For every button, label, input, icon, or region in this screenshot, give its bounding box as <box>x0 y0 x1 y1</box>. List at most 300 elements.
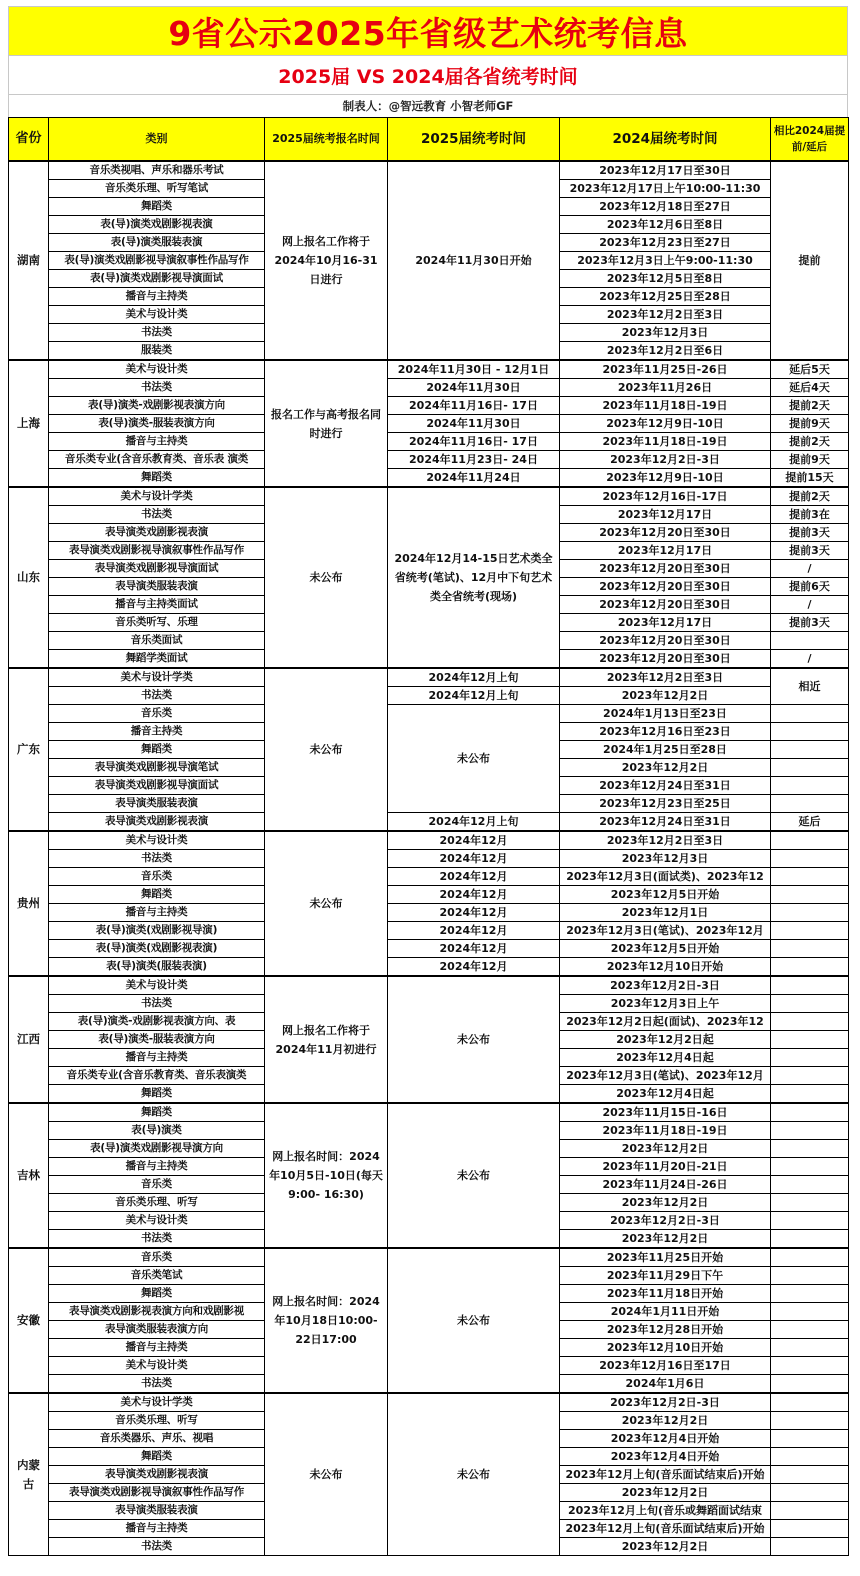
category-cell: 美术与设计类 <box>49 1357 265 1375</box>
province-group <box>9 1393 849 1556</box>
category-cell: 书法类 <box>49 1538 265 1556</box>
registration-cell: 报名工作与高考报名同时进行 <box>265 360 388 487</box>
exam-2024-cell: 2023年12月2日 <box>560 687 771 705</box>
category-cell: 书法类 <box>49 379 265 397</box>
category-cell: 书法类 <box>49 506 265 524</box>
exam-2024-cell: 2023年12月24日至31日 <box>560 813 771 832</box>
compare-cell: 延后4天 <box>771 379 849 397</box>
compare-cell: 延后5天 <box>771 360 849 379</box>
table-row <box>9 976 849 995</box>
compare-cell <box>771 1339 849 1357</box>
province-group <box>9 360 849 487</box>
registration-cell: 未公布 <box>265 668 388 831</box>
compare-cell: 延后 <box>771 813 849 832</box>
compare-cell <box>771 940 849 958</box>
exam-2024-cell: 2023年12月16日-17日 <box>560 487 771 506</box>
exam-2025-cell: 2024年12月 <box>388 904 560 922</box>
exam-2024-cell: 2023年12月4日开始 <box>560 1448 771 1466</box>
exam-2025-cell: 2024年11月23日- 24日 <box>388 451 560 469</box>
exam-2025-cell: 未公布 <box>388 976 560 1103</box>
compare-cell: 提前3天 <box>771 524 849 542</box>
exam-2025-cell: 未公布 <box>388 1103 560 1248</box>
category-cell: 表(导)演类戏剧影视导演方向 <box>49 1140 265 1158</box>
compare-cell <box>771 1085 849 1104</box>
category-cell: 表(导)演类服装表演 <box>49 234 265 252</box>
table-row <box>9 1103 849 1122</box>
compare-cell: 提前2天 <box>771 487 849 506</box>
compare-cell <box>771 868 849 886</box>
compare-cell <box>771 632 849 650</box>
category-cell: 表(导)演类-服装表演方向 <box>49 415 265 433</box>
compare-cell <box>771 1430 849 1448</box>
compare-cell <box>771 995 849 1013</box>
category-cell: 服装类 <box>49 342 265 361</box>
category-cell: 美术与设计学类 <box>49 668 265 687</box>
exam-2024-cell: 2023年12月28日开始 <box>560 1321 771 1339</box>
category-cell: 表(导)演类(戏剧影视导演) <box>49 922 265 940</box>
compare-cell <box>771 1122 849 1140</box>
compare-cell <box>771 1502 849 1520</box>
category-cell: 表(导)演类戏剧影视表演 <box>49 216 265 234</box>
exam-2024-cell: 2023年12月23日至27日 <box>560 234 771 252</box>
compare-cell <box>771 1140 849 1158</box>
exam-2024-cell: 2023年11月25日开始 <box>560 1248 771 1267</box>
category-cell: 表导演类戏剧影视导演面试 <box>49 560 265 578</box>
exam-2025-cell: 未公布 <box>388 705 560 813</box>
exam-2025-cell: 2024年12月 <box>388 886 560 904</box>
compare-cell <box>771 723 849 741</box>
exam-2024-cell: 2023年12月20日至30日 <box>560 524 771 542</box>
compare-cell <box>771 1303 849 1321</box>
registration-cell: 网上报名工作将于2024年11月初进行 <box>265 976 388 1103</box>
category-cell: 播音与主持类 <box>49 904 265 922</box>
province-cell: 贵州 <box>9 831 49 976</box>
exam-2024-cell: 2023年12月2日-3日 <box>560 451 771 469</box>
exam-2024-cell: 2023年12月16日至23日 <box>560 723 771 741</box>
exam-2024-cell: 2023年12月3日 <box>560 324 771 342</box>
table-row <box>9 161 849 180</box>
compare-cell <box>771 1013 849 1031</box>
compare-cell: / <box>771 560 849 578</box>
compare-cell: 提前9天 <box>771 415 849 433</box>
category-cell: 舞蹈类 <box>49 741 265 759</box>
category-cell: 表(导)演类-服装表演方向 <box>49 1031 265 1049</box>
compare-cell <box>771 1194 849 1212</box>
exam-2025-cell: 2024年11月30日 <box>388 415 560 433</box>
category-cell: 音乐类 <box>49 1248 265 1267</box>
table-row <box>9 1393 849 1412</box>
category-cell: 书法类 <box>49 995 265 1013</box>
exam-2024-cell: 2023年12月2日-3日 <box>560 1212 771 1230</box>
exam-2024-cell: 2023年12月3日(笔试)、2023年12月 <box>560 922 771 940</box>
exam-2024-cell: 2023年12月9日-10日 <box>560 415 771 433</box>
category-cell: 舞蹈学类面试 <box>49 650 265 669</box>
exam-2024-cell: 2023年12月17日 <box>560 542 771 560</box>
province-cell: 吉林 <box>9 1103 49 1248</box>
province-group <box>9 831 849 976</box>
category-cell: 播音与主持类面试 <box>49 596 265 614</box>
category-cell: 表(导)演类(服装表演) <box>49 958 265 977</box>
maker-credit: 制表人：@智远教育 小智老师GF <box>8 95 848 117</box>
exam-2024-cell: 2024年1月25日至28日 <box>560 741 771 759</box>
exam-2025-cell: 2024年11月30日开始 <box>388 161 560 360</box>
category-cell: 表(导)演类戏剧影视导演叙事性作品写作 <box>49 252 265 270</box>
category-cell: 表导演类戏剧影视导演面试 <box>49 777 265 795</box>
category-cell: 美术与设计类 <box>49 976 265 995</box>
exam-2024-cell: 2023年12月17日至30日 <box>560 161 771 180</box>
exam-2024-cell: 2023年12月上旬(音乐面试结束后)开始 <box>560 1466 771 1484</box>
compare-cell <box>771 777 849 795</box>
province-cell: 广东 <box>9 668 49 831</box>
compare-cell <box>771 1248 849 1267</box>
exam-2024-cell: 2023年12月25日至28日 <box>560 288 771 306</box>
exam-2024-cell: 2023年12月20日至30日 <box>560 632 771 650</box>
province-cell: 内蒙古 <box>9 1393 49 1556</box>
table-row <box>9 813 849 832</box>
compare-cell <box>771 886 849 904</box>
category-cell: 表(导)演类-戏剧影视表演方向 <box>49 397 265 415</box>
registration-cell: 网上报名时间：2024年10月18日10:00-22日17:00 <box>265 1248 388 1393</box>
province-cell: 山东 <box>9 487 49 668</box>
compare-cell <box>771 1031 849 1049</box>
exam-2024-cell: 2023年11月18日-19日 <box>560 433 771 451</box>
category-cell: 舞蹈类 <box>49 1085 265 1104</box>
province-group <box>9 668 849 831</box>
compare-cell: 提前3天 <box>771 542 849 560</box>
exam-2024-cell: 2023年11月18日-19日 <box>560 397 771 415</box>
exam-2025-cell: 2024年12月14-15日艺术类全省统考(笔试)、12月中下旬艺术类全省统考(现场) <box>388 487 560 668</box>
table-row <box>9 687 849 705</box>
page-subtitle: 2025届 VS 2024届各省统考时间 <box>8 56 848 95</box>
exam-2024-cell: 2023年12月20日至30日 <box>560 578 771 596</box>
compare-cell <box>771 1321 849 1339</box>
table-row <box>9 922 849 940</box>
exam-2024-cell: 2023年11月15日-16日 <box>560 1103 771 1122</box>
exam-2024-cell: 2023年12月10日开始 <box>560 1339 771 1357</box>
province-cell: 安徽 <box>9 1248 49 1393</box>
compare-cell: 提前2天 <box>771 433 849 451</box>
compare-cell <box>771 922 849 940</box>
table-row <box>9 379 849 397</box>
category-cell: 美术与设计学类 <box>49 1393 265 1412</box>
compare-cell: 相近 <box>771 668 849 705</box>
compare-cell <box>771 1520 849 1538</box>
exam-2024-cell: 2023年12月3日(笔试)、2023年12月 <box>560 1067 771 1085</box>
exam-2024-cell: 2023年12月5日至8日 <box>560 270 771 288</box>
exam-2024-cell: 2023年12月9日-10日 <box>560 469 771 488</box>
exam-2024-cell: 2023年12月24日至31日 <box>560 777 771 795</box>
compare-cell <box>771 1176 849 1194</box>
table-row <box>9 469 849 488</box>
category-cell: 音乐类笔试 <box>49 1267 265 1285</box>
exam-2024-cell: 2023年12月20日至30日 <box>560 560 771 578</box>
registration-cell: 未公布 <box>265 487 388 668</box>
table-row <box>9 451 849 469</box>
table-row <box>9 1248 849 1267</box>
category-cell: 表导演类戏剧影视导演叙事性作品写作 <box>49 542 265 560</box>
table-row <box>9 958 849 977</box>
table-row <box>9 850 849 868</box>
exam-2025-cell: 2024年12月上旬 <box>388 687 560 705</box>
category-cell: 表导演类服装表演方向 <box>49 1321 265 1339</box>
exam-2025-cell: 未公布 <box>388 1393 560 1556</box>
compare-cell <box>771 1103 849 1122</box>
compare-cell: 提前3在 <box>771 506 849 524</box>
table-row <box>9 360 849 379</box>
category-cell: 美术与设计学类 <box>49 487 265 506</box>
compare-cell: 提前3天 <box>771 614 849 632</box>
exam-2024-cell: 2023年12月上旬(音乐或舞蹈面试结束 <box>560 1502 771 1520</box>
compare-cell <box>771 705 849 723</box>
compare-cell <box>771 1466 849 1484</box>
header-exam-2024: 2024届统考时间 <box>560 118 771 162</box>
category-cell: 音乐类器乐、声乐、视唱 <box>49 1430 265 1448</box>
exam-2025-cell: 2024年11月30日 - 12月1日 <box>388 360 560 379</box>
exam-2024-cell: 2023年12月17日 <box>560 614 771 632</box>
category-cell: 表导演类服装表演 <box>49 795 265 813</box>
compare-cell <box>771 1212 849 1230</box>
category-cell: 音乐类 <box>49 868 265 886</box>
exam-2024-cell: 2023年12月17日 <box>560 506 771 524</box>
category-cell: 表导演类戏剧影视表演 <box>49 524 265 542</box>
compare-cell <box>771 1158 849 1176</box>
compare-cell <box>771 759 849 777</box>
exam-2025-cell: 2024年12月 <box>388 940 560 958</box>
registration-cell: 未公布 <box>265 1393 388 1556</box>
exam-2025-cell: 2024年12月上旬 <box>388 668 560 687</box>
exam-2024-cell: 2023年12月1日 <box>560 904 771 922</box>
compare-cell <box>771 1538 849 1556</box>
exam-2024-cell: 2023年12月4日起 <box>560 1049 771 1067</box>
category-cell: 表导演类戏剧影视表演 <box>49 1466 265 1484</box>
registration-cell: 未公布 <box>265 831 388 976</box>
header-exam-2025: 2025届统考时间 <box>388 118 560 162</box>
table-row <box>9 487 849 506</box>
exam-2024-cell: 2023年12月3日上午9:00-11:30 <box>560 252 771 270</box>
category-cell: 美术与设计类 <box>49 1212 265 1230</box>
exam-2025-cell: 2024年11月16日- 17日 <box>388 397 560 415</box>
compare-cell: / <box>771 650 849 669</box>
exam-2024-cell: 2023年12月17日上午10:00-11:30 <box>560 180 771 198</box>
compare-cell: 提前 <box>771 161 849 360</box>
table-row <box>9 668 849 687</box>
province-group <box>9 1103 849 1248</box>
page-title: 9省公示2025年省级艺术统考信息 <box>8 6 848 56</box>
exam-2024-cell: 2024年1月6日 <box>560 1375 771 1394</box>
exam-2024-cell: 2023年12月2日至6日 <box>560 342 771 361</box>
compare-cell <box>771 795 849 813</box>
exam-2024-cell: 2023年12月2日 <box>560 1230 771 1249</box>
exam-2024-cell: 2023年12月2日起(面试)、2023年12 <box>560 1013 771 1031</box>
category-cell: 播音与主持类 <box>49 1339 265 1357</box>
exam-2024-cell: 2023年12月4日开始 <box>560 1430 771 1448</box>
category-cell: 音乐类视唱、声乐和器乐考试 <box>49 161 265 180</box>
exam-2024-cell: 2023年12月2日 <box>560 759 771 777</box>
compare-cell <box>771 1067 849 1085</box>
exam-2024-cell: 2023年12月2日 <box>560 1140 771 1158</box>
registration-cell: 网上报名工作将于2024年10月16-31日进行 <box>265 161 388 360</box>
province-group <box>9 487 849 668</box>
registration-cell: 网上报名时间：2024年10月5日-10日(每天9:00- 16:30) <box>265 1103 388 1248</box>
exam-2024-cell: 2024年1月13日至23日 <box>560 705 771 723</box>
category-cell: 音乐类听写、乐理 <box>49 614 265 632</box>
province-cell: 湖南 <box>9 161 49 360</box>
exam-2025-cell: 2024年11月24日 <box>388 469 560 488</box>
province-cell: 江西 <box>9 976 49 1103</box>
category-cell: 播音与主持类 <box>49 1049 265 1067</box>
table-row <box>9 886 849 904</box>
category-cell: 音乐类 <box>49 705 265 723</box>
compare-cell: 提前2天 <box>771 397 849 415</box>
exam-2024-cell: 2023年12月2日至3日 <box>560 306 771 324</box>
exam-2024-cell: 2023年11月25日-26日 <box>560 360 771 379</box>
province-group <box>9 1248 849 1393</box>
category-cell: 播音与主持类 <box>49 433 265 451</box>
category-cell: 美术与设计类 <box>49 306 265 324</box>
table-row <box>9 415 849 433</box>
compare-cell <box>771 741 849 759</box>
exam-2024-cell: 2023年12月20日至30日 <box>560 650 771 669</box>
province-cell: 上海 <box>9 360 49 487</box>
compare-cell <box>771 1230 849 1249</box>
category-cell: 播音与主持类 <box>49 288 265 306</box>
exam-2024-cell: 2023年11月24日-26日 <box>560 1176 771 1194</box>
header-category: 类别 <box>49 118 265 162</box>
province-group <box>9 161 849 360</box>
category-cell: 书法类 <box>49 1375 265 1394</box>
header-province: 省份 <box>9 118 49 162</box>
table-row <box>9 868 849 886</box>
exam-2024-cell: 2023年12月2日 <box>560 1194 771 1212</box>
compare-cell <box>771 1393 849 1412</box>
category-cell: 书法类 <box>49 850 265 868</box>
exam-2025-cell: 2024年12月 <box>388 868 560 886</box>
compare-cell: 提前6天 <box>771 578 849 596</box>
exam-2025-cell: 未公布 <box>388 1248 560 1393</box>
exam-2025-cell: 2024年12月 <box>388 958 560 977</box>
category-cell: 表(导)演类-戏剧影视表演方向、表 <box>49 1013 265 1031</box>
category-cell: 播音主持类 <box>49 723 265 741</box>
exam-2024-cell: 2023年12月20日至30日 <box>560 596 771 614</box>
exam-2024-cell: 2023年12月2日 <box>560 1538 771 1556</box>
table-row <box>9 940 849 958</box>
province-group <box>9 976 849 1103</box>
compare-cell <box>771 1375 849 1394</box>
category-cell: 书法类 <box>49 1230 265 1249</box>
exam-2024-cell: 2023年12月5日开始 <box>560 940 771 958</box>
exam-2025-cell: 2024年12月上旬 <box>388 813 560 832</box>
category-cell: 表导演类服装表演 <box>49 578 265 596</box>
compare-cell: 提前9天 <box>771 451 849 469</box>
compare-cell <box>771 1412 849 1430</box>
category-cell: 书法类 <box>49 687 265 705</box>
exam-2025-cell: 2024年11月30日 <box>388 379 560 397</box>
category-cell: 表导演类戏剧影视表演方向和戏剧影视 <box>49 1303 265 1321</box>
exam-2024-cell: 2023年12月18日至27日 <box>560 198 771 216</box>
category-cell: 表(导)演类(戏剧影视表演) <box>49 940 265 958</box>
exam-2024-cell: 2023年12月23日至25日 <box>560 795 771 813</box>
compare-cell: / <box>771 596 849 614</box>
category-cell: 舞蹈类 <box>49 469 265 488</box>
compare-cell <box>771 1484 849 1502</box>
category-cell: 音乐类专业(含音乐教育类、音乐表 演类 <box>49 451 265 469</box>
category-cell: 书法类 <box>49 324 265 342</box>
category-cell: 音乐类乐理、听写笔试 <box>49 180 265 198</box>
category-cell: 表导演类戏剧影视表演 <box>49 813 265 832</box>
exam-2024-cell: 2023年12月3日(面试类)、2023年12 <box>560 868 771 886</box>
compare-cell <box>771 831 849 850</box>
exam-2024-cell: 2023年12月2日-3日 <box>560 1393 771 1412</box>
exam-2024-cell: 2023年11月20日-21日 <box>560 1158 771 1176</box>
exam-2024-cell: 2023年12月2日至3日 <box>560 831 771 850</box>
category-cell: 音乐类专业(含音乐教育类、音乐表演类 <box>49 1067 265 1085</box>
exam-2024-cell: 2023年12月16日至17日 <box>560 1357 771 1375</box>
compare-cell <box>771 1448 849 1466</box>
sheet <box>8 6 848 1556</box>
category-cell: 表导演类戏剧影视导演叙事性作品写作 <box>49 1484 265 1502</box>
exam-2025-cell: 2024年12月 <box>388 831 560 850</box>
exam-2024-cell: 2023年12月2日-3日 <box>560 976 771 995</box>
category-cell: 舞蹈类 <box>49 1448 265 1466</box>
category-cell: 舞蹈类 <box>49 1103 265 1122</box>
exam-2024-cell: 2023年12月4日起 <box>560 1085 771 1104</box>
exam-2024-cell: 2023年12月3日上午 <box>560 995 771 1013</box>
exam-schedule-table <box>8 117 849 1556</box>
exam-2024-cell: 2023年12月5日开始 <box>560 886 771 904</box>
exam-2025-cell: 2024年12月 <box>388 922 560 940</box>
exam-2024-cell: 2023年12月2日 <box>560 1484 771 1502</box>
compare-cell <box>771 958 849 977</box>
compare-cell <box>771 976 849 995</box>
category-cell: 美术与设计类 <box>49 831 265 850</box>
category-cell: 播音与主持类 <box>49 1520 265 1538</box>
header-registration-2025: 2025届统考报名时间 <box>265 118 388 162</box>
exam-2025-cell: 2024年11月16日- 17日 <box>388 433 560 451</box>
compare-cell: 提前15天 <box>771 469 849 488</box>
compare-cell <box>771 850 849 868</box>
exam-2024-cell: 2023年12月10日开始 <box>560 958 771 977</box>
compare-cell <box>771 904 849 922</box>
table-row <box>9 831 849 850</box>
compare-cell <box>771 1049 849 1067</box>
category-cell: 表(导)演类 <box>49 1122 265 1140</box>
exam-2024-cell: 2023年11月18日-19日 <box>560 1122 771 1140</box>
category-cell: 美术与设计类 <box>49 360 265 379</box>
exam-2024-cell: 2023年12月6日至8日 <box>560 216 771 234</box>
compare-cell <box>771 1357 849 1375</box>
category-cell: 播音与主持类 <box>49 1158 265 1176</box>
category-cell: 表(导)演类戏剧影视导演面试 <box>49 270 265 288</box>
exam-2024-cell: 2023年11月29日下午 <box>560 1267 771 1285</box>
exam-2025-cell: 2024年12月 <box>388 850 560 868</box>
category-cell: 表导演类戏剧影视导演笔试 <box>49 759 265 777</box>
category-cell: 舞蹈类 <box>49 1285 265 1303</box>
category-cell: 音乐类乐理、听写 <box>49 1412 265 1430</box>
exam-2024-cell: 2023年12月2日 <box>560 1412 771 1430</box>
compare-cell <box>771 1267 849 1285</box>
exam-2024-cell: 2023年11月26日 <box>560 379 771 397</box>
category-cell: 舞蹈类 <box>49 198 265 216</box>
exam-2024-cell: 2023年12月3日 <box>560 850 771 868</box>
table-row <box>9 705 849 723</box>
exam-2024-cell: 2024年1月11日开始 <box>560 1303 771 1321</box>
table-row <box>9 397 849 415</box>
table-row <box>9 904 849 922</box>
category-cell: 音乐类 <box>49 1176 265 1194</box>
header-compare: 相比2024届提前/延后 <box>771 118 849 162</box>
category-cell: 音乐类乐理、听写 <box>49 1194 265 1212</box>
table-header-row <box>9 118 849 162</box>
